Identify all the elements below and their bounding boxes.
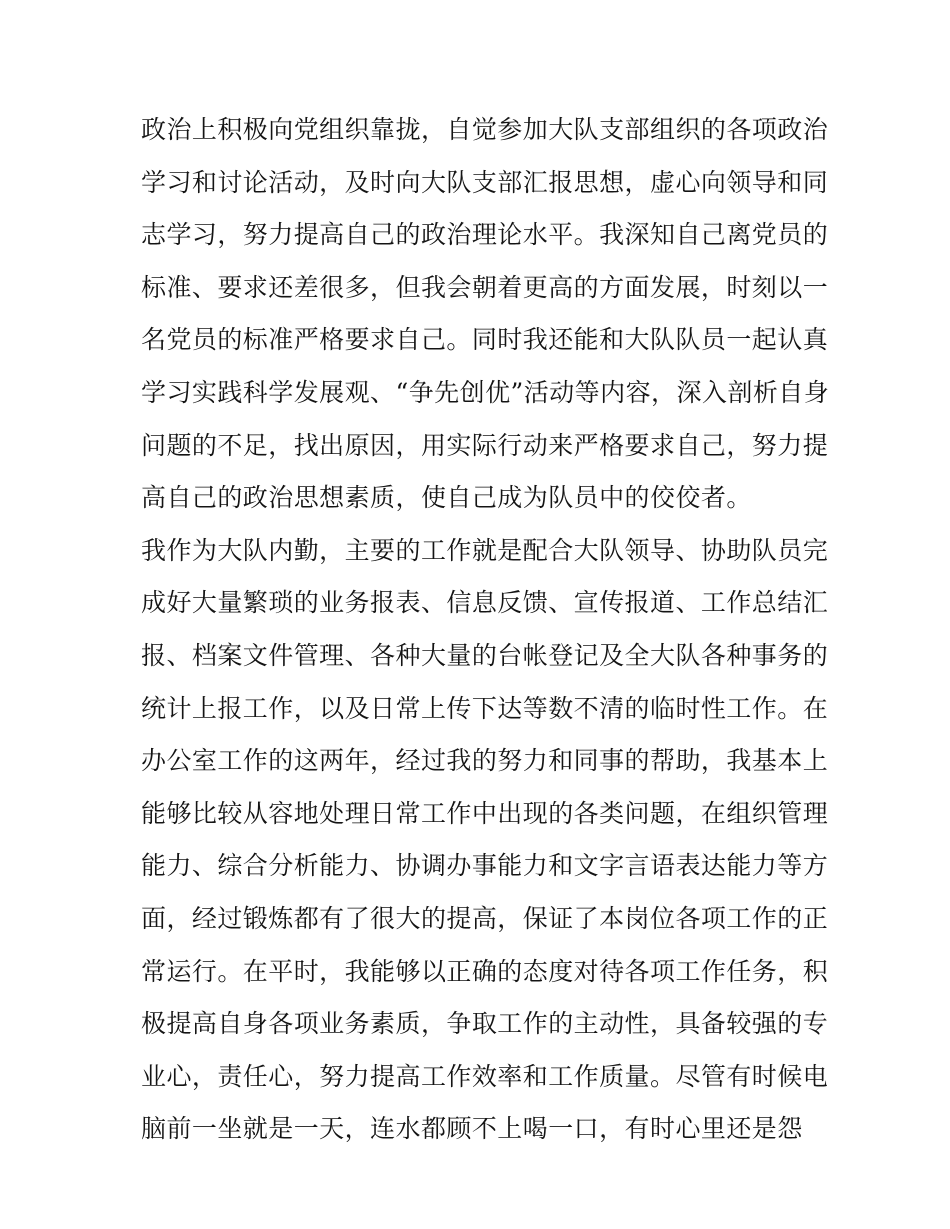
- text-line: 名党员的标准严格要求自己。同时我还能和大队队员一起认真: [141, 325, 829, 355]
- text-line: 报、档案文件管理、各种大量的台帐登记及全大队各种事务的: [141, 640, 829, 670]
- body-text: [141, 104, 830, 1156]
- text-line: 高自己的政治思想素质，使自己成为队员中的佼佼者。: [141, 483, 752, 513]
- text-line: 标准、要求还差很多，但我会朝着更高的方面发展，时刻以一: [141, 272, 829, 302]
- text-line: 办公室工作的这两年，经过我的努力和同事的帮助，我基本上: [141, 746, 829, 776]
- text-line: 我作为大队内勤，主要的工作就是配合大队领导、协助队员完: [141, 535, 829, 565]
- text-line: 面，经过锻炼都有了很大的提高，保证了本岗位各项工作的正: [141, 903, 829, 933]
- text-line: 脑前一坐就是一天，连水都顾不上喝一口，有时心里还是怨: [141, 1114, 803, 1144]
- text-line: 极提高自身各项业务素质，争取工作的主动性，具备较强的专: [141, 1009, 829, 1039]
- text-line: 学习和讨论活动，及时向大队支部汇报思想，虚心向领导和同: [141, 167, 829, 197]
- text-line: 问题的不足，找出原因，用实际行动来严格要求自己，努力提: [141, 430, 829, 460]
- text-line: 政治上积极向党组织靠拢，自觉参加大队支部组织的各项政治: [141, 115, 829, 144]
- text-line: 志学习，努力提高自己的政治理论水平。我深知自己离党员的: [141, 220, 829, 250]
- text-line: 成好大量繁琐的业务报表、信息反馈、宣传报道、工作总结汇: [141, 588, 829, 618]
- text-line: 能够比较从容地处理日常工作中出现的各类问题，在组织管理: [141, 798, 829, 828]
- text-line: 统计上报工作，以及日常上传下达等数不清的临时性工作。在: [141, 693, 829, 723]
- text-line: 学习实践科学发展观、“争先创优”活动等内容，深入剖析自身: [141, 377, 830, 407]
- text-line: 能力、综合分析能力、协调办事能力和文字言语表达能力等方: [141, 851, 829, 881]
- text-line: 常运行。在平时，我能够以正确的态度对待各项工作任务，积: [141, 956, 829, 986]
- text-line: 业心，责任心，努力提高工作效率和工作质量。尽管有时候电: [141, 1061, 829, 1091]
